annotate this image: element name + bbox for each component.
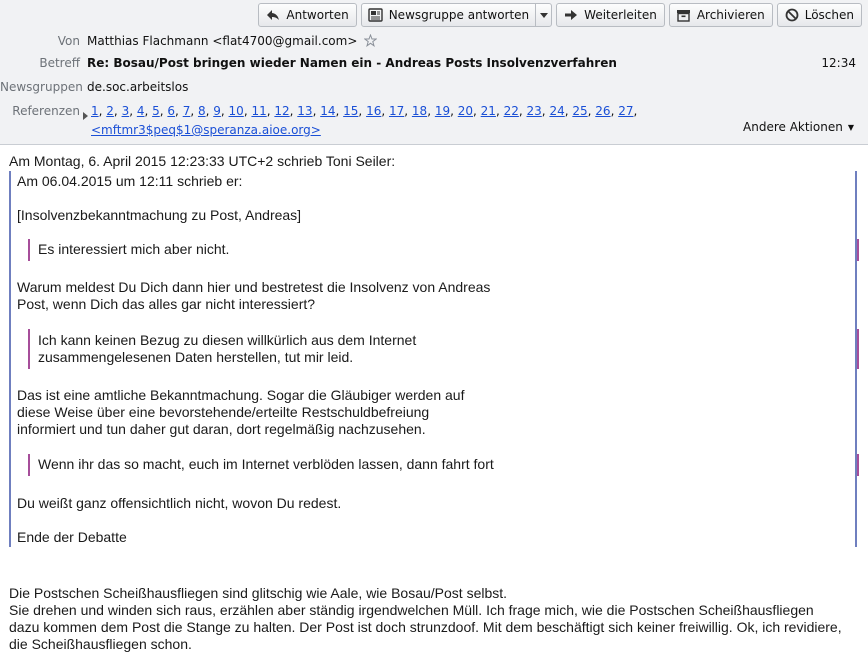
reference-link[interactable]: 16 bbox=[366, 104, 382, 118]
reference-separator: , bbox=[243, 104, 252, 118]
reference-link[interactable]: 10 bbox=[228, 104, 244, 118]
reply-text-line: Sie drehen und winden sich raus, erzählen aber ständig irgendwelchen Müll. Ich frage mich, wie die Postschen Scheißhausfliegen bbox=[9, 602, 814, 618]
reply-label: Antworten bbox=[286, 8, 349, 22]
expand-references-icon[interactable] bbox=[83, 105, 88, 124]
reference-separator: , bbox=[564, 104, 573, 118]
references-list bbox=[91, 104, 637, 118]
newsgroups-label: Newsgruppen bbox=[0, 80, 83, 94]
reference-link[interactable]: 2 bbox=[106, 104, 114, 118]
reply-arrow-icon bbox=[265, 7, 281, 23]
reference-separator: , bbox=[312, 104, 321, 118]
reply-button[interactable] bbox=[258, 3, 356, 27]
archive-label: Archivieren bbox=[696, 8, 765, 22]
reply-text-line: dazu kommen dem Post die Stange zu halten. Der Post ist doch strunzdoof. Mit dem beschäftigt sich keiner freiwillig. Ok, ich revidiere, bbox=[9, 619, 842, 635]
message-toolbar bbox=[258, 3, 862, 27]
nested-quote-line: Wenn ihr das so macht, euch im Internet verblöden lassen, dann fahrt fort bbox=[38, 456, 494, 472]
nested-quote-line: Ich kann keinen Bezug zu diesen willkürlich aus dem Internet bbox=[38, 332, 417, 348]
reference-separator: , bbox=[495, 104, 504, 118]
reference-link[interactable]: 12 bbox=[274, 104, 290, 118]
quote-line: Du weißt ganz offensichtlich nicht, wovon Du redest. bbox=[17, 495, 342, 511]
quote-line: Ende der Debatte bbox=[17, 529, 127, 545]
subject-label: Betreff bbox=[39, 56, 80, 70]
nested-quote-line: zusammengelesenen Daten herstellen, tut mir leid. bbox=[38, 349, 354, 365]
chevron-down-icon[interactable] bbox=[535, 4, 551, 26]
reference-link[interactable]: 11 bbox=[251, 104, 267, 118]
quote-insolvenz: [Insolvenzbekanntmachung zu Post, Andreas] bbox=[17, 207, 302, 223]
newsgroups-value[interactable]: de.soc.arbeitslos bbox=[87, 80, 189, 94]
quote-level-2 bbox=[28, 454, 859, 476]
reference-separator: , bbox=[113, 104, 122, 118]
message-body bbox=[0, 146, 868, 665]
reference-link[interactable]: 15 bbox=[343, 104, 359, 118]
reference-link[interactable]: 17 bbox=[388, 104, 405, 118]
reference-link[interactable]: 22 bbox=[503, 104, 519, 118]
reference-separator: , bbox=[633, 104, 638, 118]
reference-separator: , bbox=[473, 104, 481, 118]
reference-separator: , bbox=[541, 104, 550, 118]
reference-link[interactable]: 3 bbox=[121, 104, 130, 118]
reference-link[interactable]: 7 bbox=[182, 104, 191, 118]
forward-button[interactable] bbox=[556, 3, 665, 27]
quote-line: Warum meldest Du Dich dann hier und bestretest die Insolvenz von Andreas bbox=[17, 279, 491, 295]
quote-level-2 bbox=[28, 239, 859, 261]
reference-separator: , bbox=[220, 104, 229, 118]
reference-separator: , bbox=[335, 104, 344, 118]
reference-separator: , bbox=[266, 104, 275, 118]
reference-link[interactable]: 6 bbox=[167, 104, 176, 118]
quote-level-1 bbox=[9, 171, 857, 547]
forward-arrow-icon bbox=[563, 7, 579, 23]
reference-separator: , bbox=[610, 104, 619, 118]
reference-separator: , bbox=[159, 104, 168, 118]
reference-separator: , bbox=[144, 104, 153, 118]
reference-separator: , bbox=[205, 104, 214, 118]
reference-separator: , bbox=[358, 104, 367, 118]
reference-link[interactable]: 25 bbox=[572, 104, 588, 118]
archive-button[interactable] bbox=[669, 3, 773, 27]
reference-separator: , bbox=[404, 104, 412, 118]
reference-link[interactable]: 9 bbox=[213, 104, 221, 118]
caret-down-icon: ▼ bbox=[847, 123, 854, 132]
subject-value: Re: Bosau/Post bringen wieder Namen ein - Andreas Posts Insolvenzverfahren bbox=[87, 56, 617, 70]
reference-separator: , bbox=[427, 104, 435, 118]
reference-link[interactable]: 23 bbox=[526, 104, 542, 118]
reference-separator: , bbox=[190, 104, 198, 118]
reference-link[interactable]: 1 bbox=[91, 104, 99, 118]
quote-level-2 bbox=[28, 329, 859, 369]
newsgroup-icon bbox=[368, 7, 384, 23]
reference-link[interactable]: 5 bbox=[152, 104, 160, 118]
reference-link[interactable]: 14 bbox=[320, 104, 336, 118]
delete-button[interactable] bbox=[777, 3, 862, 27]
references-label: Referenzen bbox=[12, 104, 80, 118]
reply-newsgroup-button[interactable] bbox=[361, 3, 552, 27]
delete-circle-icon bbox=[784, 7, 800, 23]
reference-separator: , bbox=[518, 104, 527, 118]
reference-link[interactable]: 27 bbox=[618, 104, 634, 118]
message-time: 12:34 bbox=[821, 56, 856, 70]
reference-separator: , bbox=[175, 104, 183, 118]
attribution-line: Am Montag, 6. April 2015 12:23:33 UTC+2 schrieb Toni Seiler: bbox=[9, 153, 396, 169]
reply-newsgroup-label: Newsgruppe antworten bbox=[388, 8, 530, 22]
reference-separator: , bbox=[98, 104, 107, 118]
reference-link[interactable]: 19 bbox=[434, 104, 451, 118]
from-value[interactable] bbox=[87, 34, 377, 50]
reference-separator: , bbox=[129, 104, 137, 118]
message-id-link[interactable]: <mftmr3$peq$1@speranza.aioe.org> bbox=[91, 123, 321, 137]
nested-quote-line: Es interessiert mich aber nicht. bbox=[38, 241, 230, 257]
forward-label: Weiterleiten bbox=[584, 8, 657, 22]
quote-line: Das ist eine amtliche Bekanntmachung. Sogar die Gläubiger werden auf bbox=[17, 387, 465, 403]
reference-link[interactable]: 13 bbox=[297, 104, 313, 118]
reply-text-line: Die Postschen Scheißhausfliegen sind glitschig wie Aale, wie Bosau/Post selbst. bbox=[9, 585, 508, 601]
reference-link[interactable]: 8 bbox=[197, 104, 206, 118]
reference-link[interactable]: 4 bbox=[136, 104, 145, 118]
archive-box-icon bbox=[676, 7, 692, 23]
reference-separator: , bbox=[289, 104, 298, 118]
other-actions-button[interactable] bbox=[743, 120, 854, 134]
quote-intro: Am 06.04.2015 um 12:11 schrieb er: bbox=[17, 173, 243, 189]
sender-address[interactable]: Matthias Flachmann <flat4700@gmail.com> bbox=[87, 34, 358, 48]
other-actions-label: Andere Aktionen bbox=[743, 120, 843, 134]
reference-link[interactable]: 20 bbox=[457, 104, 474, 118]
quote-line: diese Weise über eine bevorstehende/erteilte Restschuldbefreiung bbox=[17, 404, 430, 420]
star-outline-icon[interactable] bbox=[364, 34, 377, 50]
reference-link[interactable]: 18 bbox=[411, 104, 428, 118]
reference-link[interactable]: 21 bbox=[480, 104, 496, 118]
quote-line: Post, wenn Dich das alles gar nicht interessiert? bbox=[17, 296, 316, 312]
reference-separator: , bbox=[381, 104, 389, 118]
reference-separator: , bbox=[587, 104, 596, 118]
reply-text-line: die Scheißhausfliegen schon. bbox=[9, 636, 192, 652]
reference-separator: , bbox=[450, 104, 458, 118]
reference-link[interactable]: 24 bbox=[549, 104, 565, 118]
reference-link[interactable]: 26 bbox=[595, 104, 611, 118]
message-header bbox=[0, 0, 868, 145]
quote-line: informiert und tun daher gut daran, dort regelmäßig nachzusehen. bbox=[17, 421, 426, 437]
delete-label: Löschen bbox=[804, 8, 854, 22]
from-label: Von bbox=[57, 34, 80, 48]
